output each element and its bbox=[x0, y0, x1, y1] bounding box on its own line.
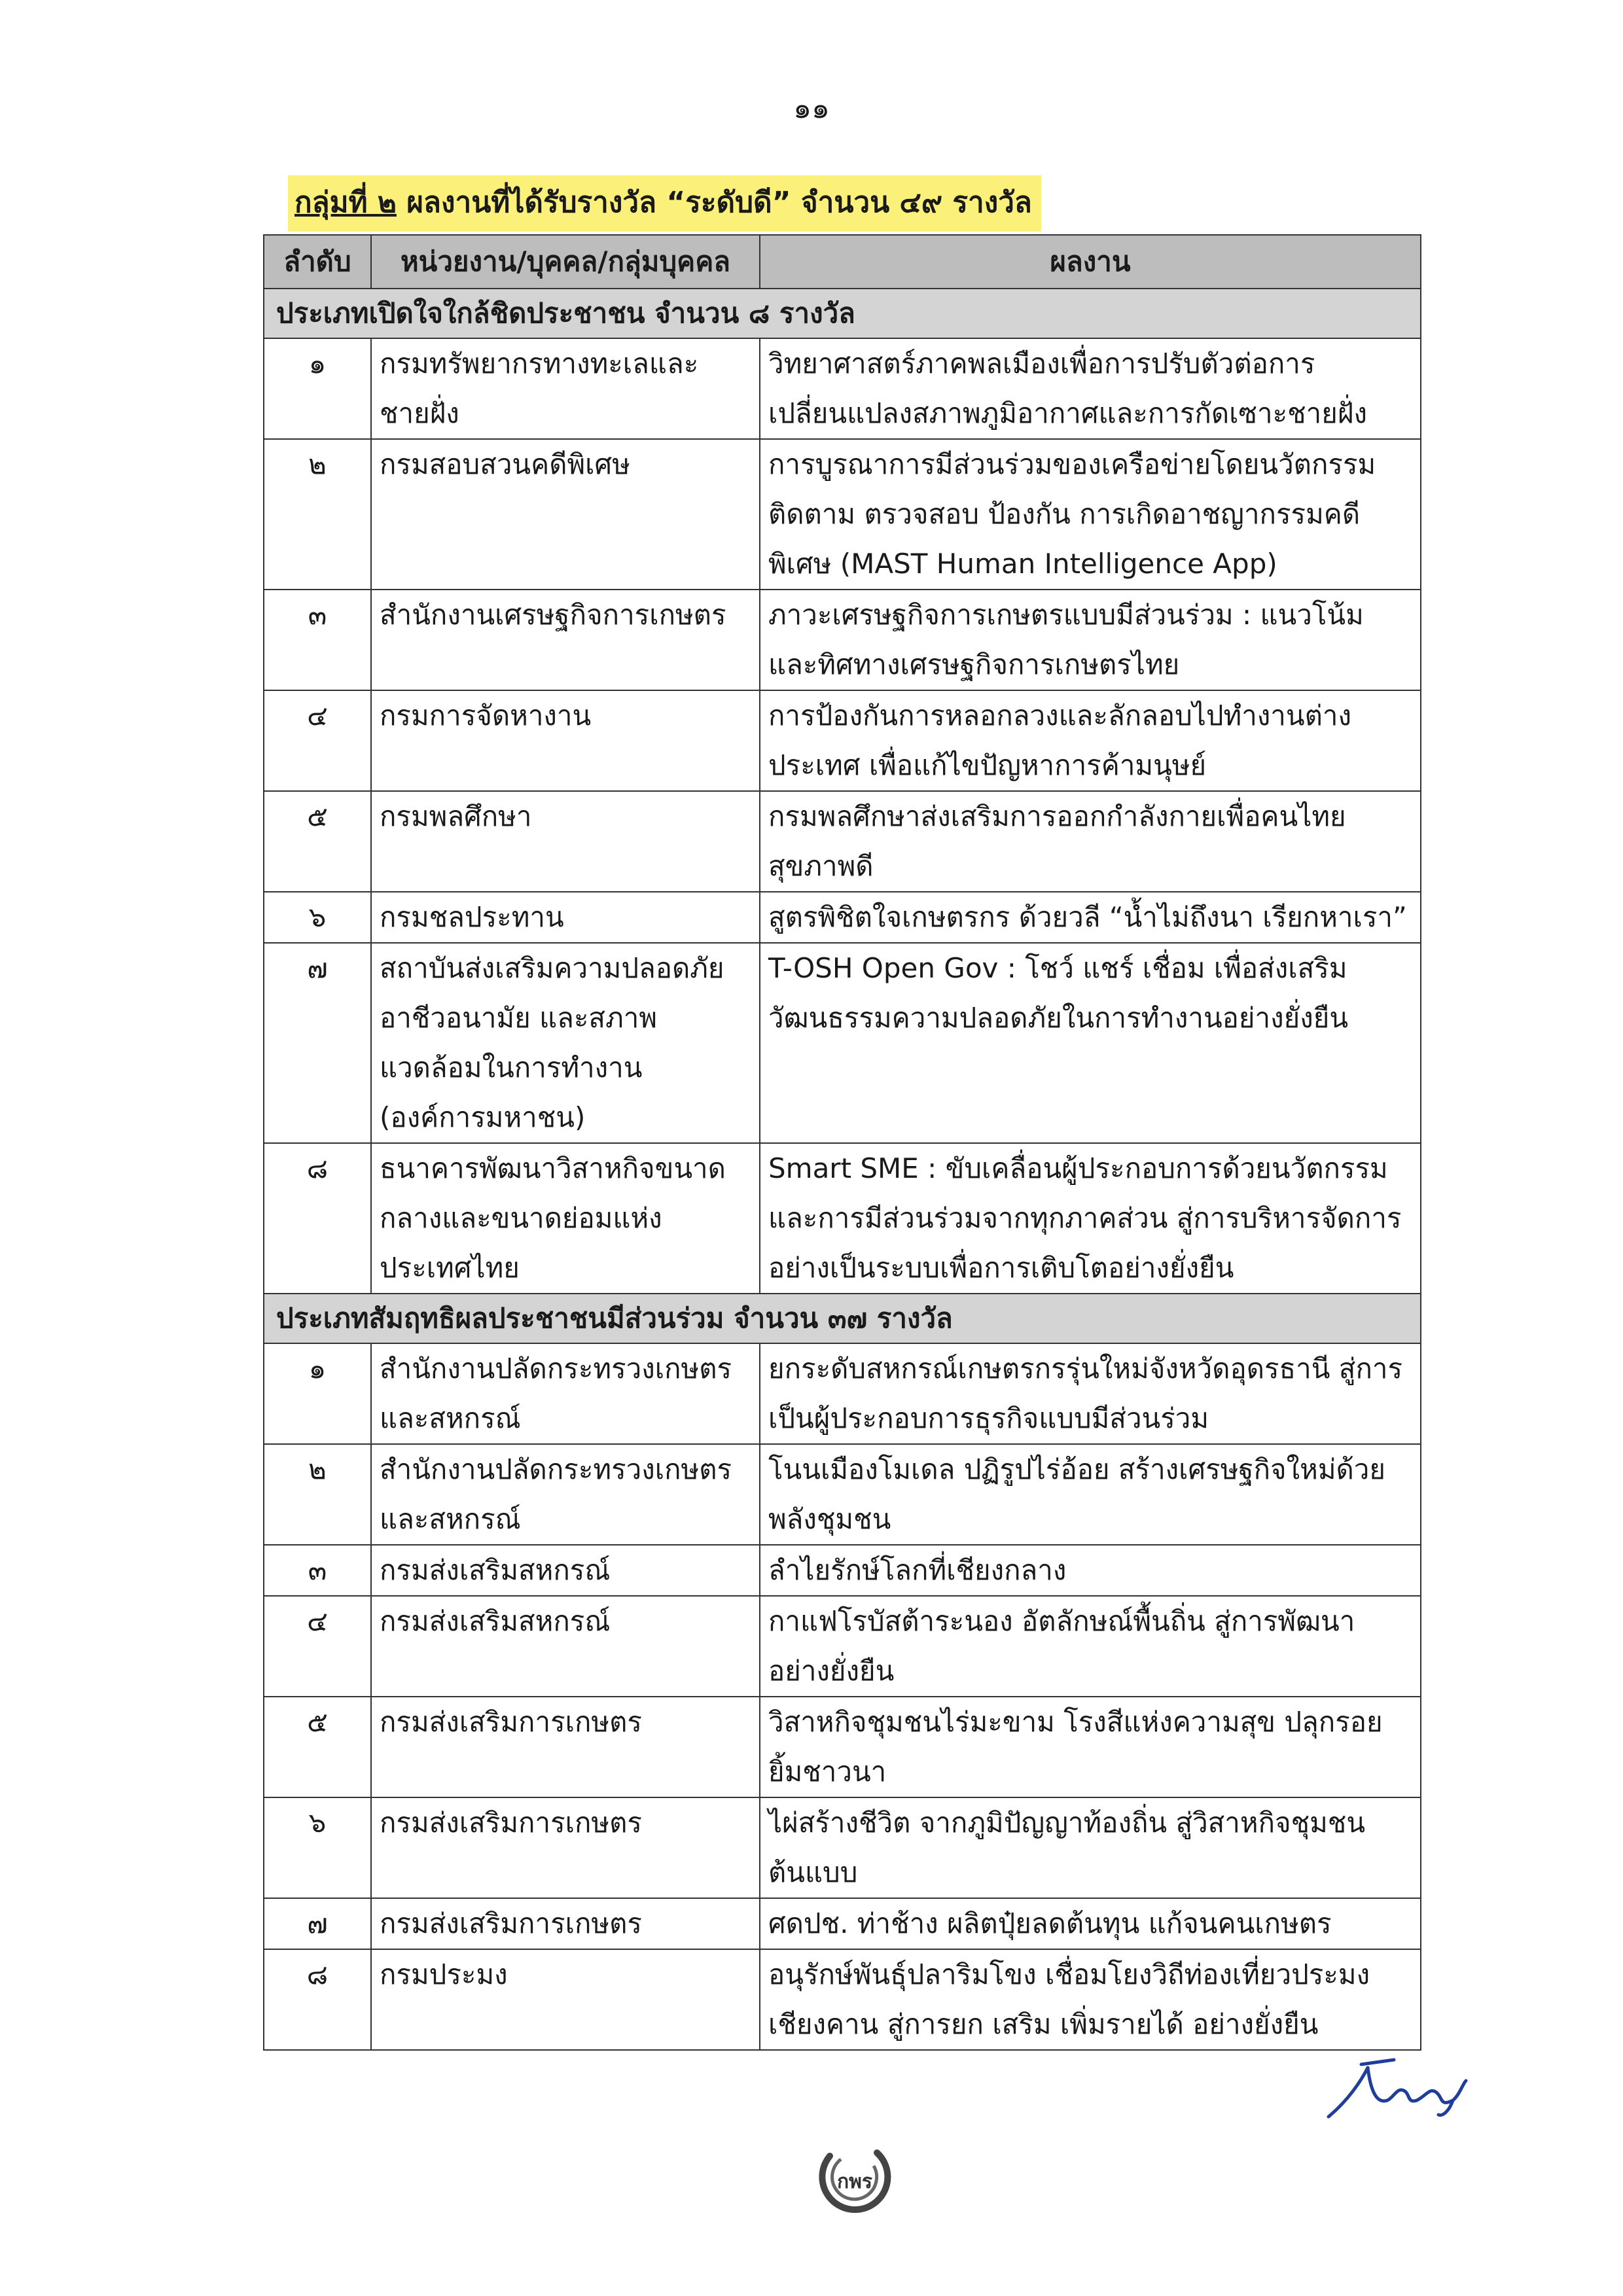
table-row bbox=[264, 439, 1421, 590]
row-number: ๒ bbox=[264, 439, 371, 590]
work-cell: ศดปช. ท่าช้าง ผลิตปุ๋ยลดต้นทุน แก้จนคนเกษตร bbox=[760, 1898, 1421, 1949]
section-title: ประเภทสัมฤทธิผลประชาชนมีส่วนร่วม จำนวน ๓๗ รางวัล bbox=[264, 1294, 1421, 1343]
work-cell: ภาวะเศรษฐกิจการเกษตรแบบมีส่วนร่วม : แนวโน้มและทิศทางเศรษฐกิจการเกษตรไทย bbox=[760, 590, 1421, 690]
agency-cell: กรมส่งเสริมการเกษตร bbox=[371, 1797, 760, 1898]
agency-cell: กรมการจัดหางาน bbox=[371, 690, 760, 791]
work-cell: สูตรพิชิตใจเกษตรกร ด้วยวลี “น้ำไม่ถึงนา เรียกหาเรา” bbox=[760, 892, 1421, 943]
agency-cell: สำนักงานปลัดกระทรวงเกษตรและสหกรณ์ bbox=[371, 1444, 760, 1545]
opdc-logo bbox=[812, 2140, 897, 2225]
table-row bbox=[264, 338, 1421, 439]
table-row bbox=[264, 943, 1421, 1143]
section-title: ประเภทเปิดใจใกล้ชิดประชาชน จำนวน ๘ รางวัล bbox=[264, 289, 1421, 338]
heading-text: ผลงานที่ได้รับรางวัล “ระดับดี” จำนวน ๔๙ รางวัล bbox=[396, 186, 1032, 219]
group-label: กลุ่มที่ ๒ bbox=[294, 186, 397, 219]
row-number: ๓ bbox=[264, 590, 371, 690]
row-number: ๗ bbox=[264, 943, 371, 1143]
work-cell: การป้องกันการหลอกลวงและลักลอบไปทำงานต่างประเทศ เพื่อแก้ไขปัญหาการค้ามนุษย์ bbox=[760, 690, 1421, 791]
row-number: ๑ bbox=[264, 1343, 371, 1444]
agency-cell: กรมพลศึกษา bbox=[371, 791, 760, 892]
awards-table bbox=[263, 234, 1421, 2051]
agency-cell: สำนักงานเศรษฐกิจการเกษตร bbox=[371, 590, 760, 690]
header-agency: หน่วยงาน/บุคคล/กลุ่มบุคคล bbox=[371, 235, 760, 289]
table-row bbox=[264, 690, 1421, 791]
work-cell: กรมพลศึกษาส่งเสริมการออกกำลังกายเพื่อคนไทยสุขภาพดี bbox=[760, 791, 1421, 892]
row-number: ๕ bbox=[264, 1697, 371, 1797]
agency-cell: สำนักงานปลัดกระทรวงเกษตรและสหกรณ์ bbox=[371, 1343, 760, 1444]
agency-cell: กรมทรัพยากรทางทะเลและชายฝั่ง bbox=[371, 338, 760, 439]
work-cell: กาแฟโรบัสต้าระนอง อัตลักษณ์พื้นถิ่น สู่การพัฒนาอย่างยั่งยืน bbox=[760, 1596, 1421, 1697]
agency-cell: กรมส่งเสริมสหกรณ์ bbox=[371, 1545, 760, 1596]
agency-cell: กรมส่งเสริมสหกรณ์ bbox=[371, 1596, 760, 1697]
table-row bbox=[264, 1444, 1421, 1545]
row-number: ๒ bbox=[264, 1444, 371, 1545]
table-row bbox=[264, 1949, 1421, 2050]
work-cell: ยกระดับสหกรณ์เกษตรกรรุ่นใหม่จังหวัดอุดรธานี สู่การเป็นผู้ประกอบการธุรกิจแบบมีส่วนร่วม bbox=[760, 1343, 1421, 1444]
work-cell: โนนเมืองโมเดล ปฏิรูปไร่อ้อย สร้างเศรษฐกิจใหม่ด้วยพลังชุมชน bbox=[760, 1444, 1421, 1545]
row-number: ๖ bbox=[264, 892, 371, 943]
work-cell: วิสาหกิจชุมชนไร่มะขาม โรงสีแห่งความสุข ปลุกรอยยิ้มชาวนา bbox=[760, 1697, 1421, 1797]
header-no: ลำดับ bbox=[264, 235, 371, 289]
row-number: ๔ bbox=[264, 690, 371, 791]
table-row bbox=[264, 892, 1421, 943]
row-number: ๖ bbox=[264, 1797, 371, 1898]
table-row bbox=[264, 590, 1421, 690]
agency-cell: กรมประมง bbox=[371, 1949, 760, 2050]
row-number: ๑ bbox=[264, 338, 371, 439]
table-row bbox=[264, 1697, 1421, 1797]
row-number: ๔ bbox=[264, 1596, 371, 1697]
row-number: ๘ bbox=[264, 1143, 371, 1294]
work-cell: การบูรณาการมีส่วนร่วมของเครือข่ายโดยนวัตกรรม ติดตาม ตรวจสอบ ป้องกัน การเกิดอาชญากรรมคดีพิเศษ (MAST Human Intelligence App) bbox=[760, 439, 1421, 590]
work-cell: วิทยาศาสตร์ภาคพลเมืองเพื่อการปรับตัวต่อการเปลี่ยนแปลงสภาพภูมิอากาศและการกัดเซาะชายฝั่ง bbox=[760, 338, 1421, 439]
table-row bbox=[264, 1898, 1421, 1949]
page-number: ๑๑ bbox=[793, 92, 830, 125]
row-number: ๓ bbox=[264, 1545, 371, 1596]
table-row bbox=[264, 1343, 1421, 1444]
row-number: ๗ bbox=[264, 1898, 371, 1949]
agency-cell: กรมสอบสวนคดีพิเศษ bbox=[371, 439, 760, 590]
table-header-row bbox=[264, 235, 1421, 289]
work-cell: Smart SME : ขับเคลื่อนผู้ประกอบการด้วยนวัตกรรม และการมีส่วนร่วมจากทุกภาคส่วน สู่การบริหารจัดการอย่างเป็นระบบเพื่อการเติบโตอย่างยั่งยืน bbox=[760, 1143, 1421, 1294]
signature-image bbox=[1322, 2055, 1479, 2133]
table-row bbox=[264, 1143, 1421, 1294]
agency-cell: กรมชลประทาน bbox=[371, 892, 760, 943]
work-cell: T-OSH Open Gov : โชว์ แชร์ เชื่อม เพื่อส่งเสริมวัฒนธรรมความปลอดภัยในการทำงานอย่างยั่งยืน bbox=[760, 943, 1421, 1143]
section-row bbox=[264, 289, 1421, 338]
table-row bbox=[264, 791, 1421, 892]
agency-cell: สถาบันส่งเสริมความปลอดภัย อาชีวอนามัย และสภาพแวดล้อมในการทำงาน (องค์การมหาชน) bbox=[371, 943, 760, 1143]
table-row bbox=[264, 1545, 1421, 1596]
header-work: ผลงาน bbox=[760, 235, 1421, 289]
agency-cell: กรมส่งเสริมการเกษตร bbox=[371, 1697, 760, 1797]
section-heading bbox=[288, 175, 1041, 232]
logo-text: กพร bbox=[836, 2170, 873, 2193]
table-row bbox=[264, 1797, 1421, 1898]
table-body bbox=[264, 289, 1421, 2050]
agency-cell: ธนาคารพัฒนาวิสาหกิจขนาดกลางและขนาดย่อมแห่งประเทศไทย bbox=[371, 1143, 760, 1294]
work-cell: ไผ่สร้างชีวิต จากภูมิปัญญาท้องถิ่น สู่วิสาหกิจชุมชนต้นแบบ bbox=[760, 1797, 1421, 1898]
row-number: ๘ bbox=[264, 1949, 371, 2050]
table-row bbox=[264, 1596, 1421, 1697]
section-row bbox=[264, 1294, 1421, 1343]
work-cell: ลำไยรักษ์โลกที่เชียงกลาง bbox=[760, 1545, 1421, 1596]
row-number: ๕ bbox=[264, 791, 371, 892]
work-cell: อนุรักษ์พันธุ์ปลาริมโขง เชื่อมโยงวิถีท่องเที่ยวประมงเชียงคาน สู่การยก เสริม เพิ่มรายได้ อย่างยั่งยืน bbox=[760, 1949, 1421, 2050]
agency-cell: กรมส่งเสริมการเกษตร bbox=[371, 1898, 760, 1949]
